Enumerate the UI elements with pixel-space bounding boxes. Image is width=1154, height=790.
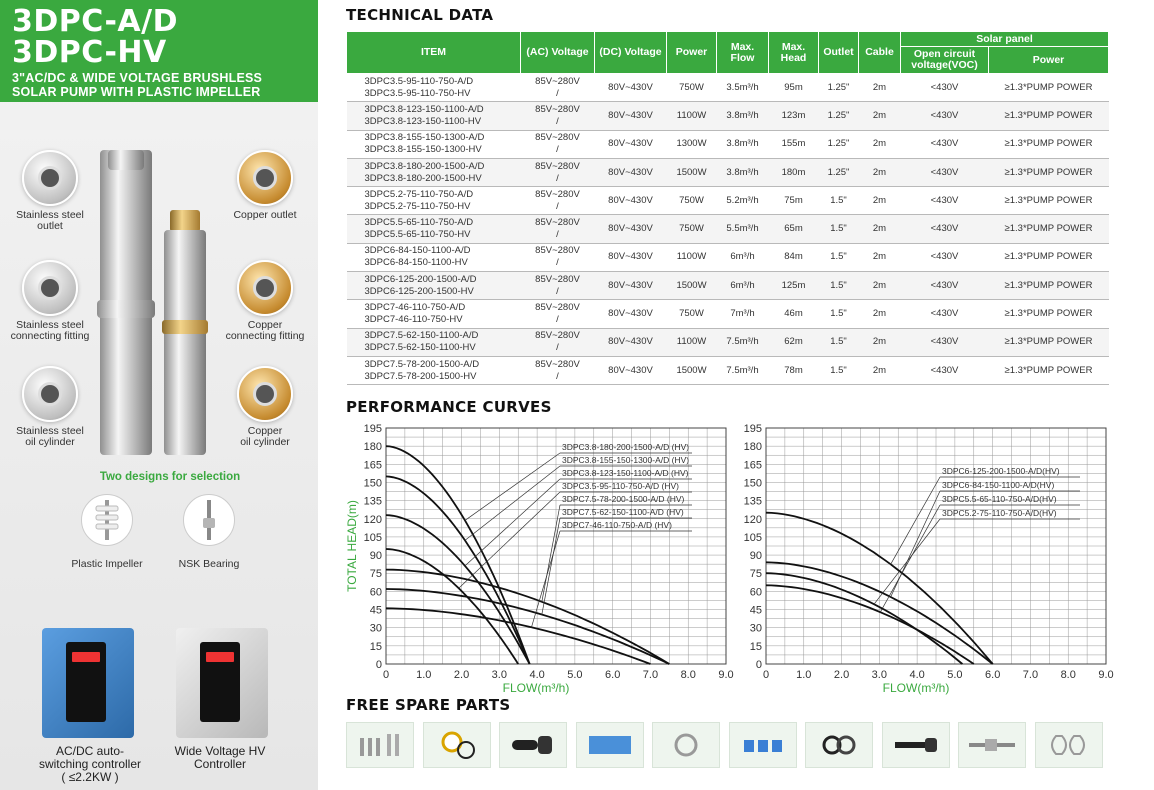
y-tick-label: 135: [743, 495, 762, 508]
cell-item: 3DPC3.8-180-200-1500-A/D 3DPC3.8-180-200-1500-HV: [347, 158, 521, 186]
performance-chart-2: [740, 420, 1120, 700]
y-tick-label: 15: [749, 640, 762, 653]
cell-ac-voltage: 85V~280V /: [521, 328, 595, 356]
y-axis-label: TOTAL HEAD(m): [345, 500, 359, 592]
y-tick-label: 105: [743, 531, 762, 544]
steel-outlet-icon: [22, 150, 78, 206]
cell-max-flow: 7.5m³/h: [717, 356, 769, 384]
cell-max-head: 78m: [769, 356, 819, 384]
table-row: [347, 215, 1109, 243]
cell-power: 1100W: [667, 243, 717, 271]
cell-solar-power: ≥1.3*PUMP POWER: [989, 130, 1109, 158]
cell-cable: 2m: [859, 300, 901, 328]
y-tick-label: 150: [743, 477, 762, 490]
x-tick-label: 6.0: [985, 669, 1001, 681]
table-row: [347, 74, 1109, 102]
tape-icon: [423, 722, 491, 768]
y-tick-label: 0: [375, 659, 382, 671]
series-label: 3DPC3.8-123-150-1100-A/D (HV): [562, 468, 689, 478]
x-tick-label: 8.0: [680, 669, 696, 681]
cell-item: 3DPC5.5-65-110-750-A/D 3DPC5.5-65-110-750-HV: [347, 215, 521, 243]
part-copper-cylinder: Copper oil cylinder: [210, 366, 320, 448]
table-row: [347, 356, 1109, 384]
y-tick-label: 135: [363, 495, 382, 508]
cell-ac-voltage: 85V~280V /: [521, 300, 595, 328]
series-label: 3DPC7-46-110-750-A/D (HV): [562, 520, 672, 530]
cell-max-flow: 3.8m³/h: [717, 130, 769, 158]
series-label: 3DPC3.5-95-110-750-A/D (HV): [562, 481, 679, 491]
controller-hv-label: Wide Voltage HV Controller: [174, 744, 266, 771]
leader-line: [880, 505, 940, 612]
leader-line: [465, 466, 560, 540]
cell-outlet: 1.25": [819, 102, 859, 130]
cell-solar-power: ≥1.3*PUMP POWER: [989, 187, 1109, 215]
col-max-head: Max. Head: [769, 32, 819, 74]
cell-voc: <430V: [901, 215, 989, 243]
cell-voc: <430V: [901, 356, 989, 384]
cell-item: 3DPC6-84-150-1100-A/D 3DPC6-84-150-1100-HV: [347, 243, 521, 271]
design-nsk-bearing: NSK Bearing: [154, 494, 264, 572]
x-axis-label: FLOW(m³/h): [502, 681, 570, 695]
leader-line: [465, 453, 560, 520]
y-tick-label: 75: [369, 568, 382, 581]
series-label: 3DPC5.5-65-110-750-A/D(HV): [942, 494, 1057, 504]
spare-parts-title: FREE SPARE PARTS: [346, 696, 511, 714]
pump-copper-image: [164, 210, 206, 455]
part-steel-cylinder: Stainless steel oil cylinder: [0, 366, 105, 448]
series-label: 3DPC6-84-150-1100-A/D(HV): [942, 480, 1055, 490]
product-subtitle: 3"AC/DC & WIDE VOLTAGE BRUSHLESS SOLAR PUMP WITH PLASTIC IMPELLER: [12, 71, 263, 99]
table-row: [347, 243, 1109, 271]
cell-cable: 2m: [859, 272, 901, 300]
cell-item: 3DPC3.5-95-110-750-A/D 3DPC3.5-95-110-750-HV: [347, 74, 521, 102]
y-tick-label: 90: [369, 550, 382, 563]
cell-dc-voltage: 80V~430V: [595, 102, 667, 130]
col-item: ITEM: [347, 32, 521, 74]
cell-item: 3DPC7-46-110-750-A/D 3DPC7-46-110-750-HV: [347, 300, 521, 328]
cell-voc: <430V: [901, 158, 989, 186]
cell-solar-power: ≥1.3*PUMP POWER: [989, 328, 1109, 356]
cell-solar-power: ≥1.3*PUMP POWER: [989, 102, 1109, 130]
design-plastic-impeller: Plastic Impeller: [52, 494, 162, 572]
y-tick-label: 180: [363, 441, 382, 454]
series-line: [386, 570, 669, 664]
table-row: [347, 102, 1109, 130]
y-tick-label: 30: [749, 622, 762, 635]
cell-dc-voltage: 80V~430V: [595, 356, 667, 384]
cell-power: 750W: [667, 300, 717, 328]
cell-max-flow: 6m³/h: [717, 272, 769, 300]
series-line: [386, 549, 518, 664]
y-tick-label: 75: [749, 568, 762, 581]
x-tick-label: 9.0: [1098, 669, 1114, 681]
x-tick-label: 2.0: [453, 669, 470, 681]
cell-solar-power: ≥1.3*PUMP POWER: [989, 272, 1109, 300]
series-label: 3DPC6-125-200-1500-A/D(HV): [942, 466, 1060, 476]
leader-line: [459, 492, 560, 588]
col-max-flow: Max. Flow: [717, 32, 769, 74]
x-tick-label: 0: [762, 669, 770, 681]
cell-item: 3DPC7.5-78-200-1500-A/D 3DPC7.5-78-200-1500-HV: [347, 356, 521, 384]
cell-dc-voltage: 80V~430V: [595, 215, 667, 243]
part-copper-fitting: Copper connecting fitting: [210, 260, 320, 342]
cell-outlet: 1.5": [819, 243, 859, 271]
cell-outlet: 1.5": [819, 328, 859, 356]
tech-data-table: [346, 31, 1109, 385]
cell-max-head: 46m: [769, 300, 819, 328]
cell-max-flow: 5.5m³/h: [717, 215, 769, 243]
y-tick-label: 45: [369, 604, 382, 617]
y-tick-label: 105: [363, 531, 382, 544]
table-row: [347, 187, 1109, 215]
connector-icon: [729, 722, 797, 768]
part-steel-outlet: Stainless steel outlet: [0, 150, 105, 232]
cable-sleeve-icon: [499, 722, 567, 768]
y-tick-label: 15: [369, 640, 382, 653]
series-label: 3DPC5.2-75-110-750-A/D(HV): [942, 508, 1057, 518]
y-tick-label: 60: [369, 586, 382, 599]
cell-power: 1300W: [667, 130, 717, 158]
cell-solar-power: ≥1.3*PUMP POWER: [989, 158, 1109, 186]
col-outlet: Outlet: [819, 32, 859, 74]
cell-ac-voltage: 85V~280V /: [521, 356, 595, 384]
table-row: [347, 272, 1109, 300]
x-tick-label: 3.0: [871, 669, 887, 681]
cell-max-head: 155m: [769, 130, 819, 158]
ring-icon: [805, 722, 873, 768]
cell-solar-power: ≥1.3*PUMP POWER: [989, 300, 1109, 328]
cell-voc: <430V: [901, 74, 989, 102]
cell-power: 1500W: [667, 158, 717, 186]
cell-max-head: 75m: [769, 187, 819, 215]
cell-voc: <430V: [901, 102, 989, 130]
cell-item: 3DPC5.2-75-110-750-A/D 3DPC5.2-75-110-750-HV: [347, 187, 521, 215]
series-label: 3DPC3.8-155-150-1300-A/D (HV): [562, 455, 690, 465]
cell-voc: <430V: [901, 187, 989, 215]
cell-cable: 2m: [859, 74, 901, 102]
cell-solar-power: ≥1.3*PUMP POWER: [989, 215, 1109, 243]
cell-max-flow: 7m³/h: [717, 300, 769, 328]
cell-max-head: 84m: [769, 243, 819, 271]
cell-outlet: 1.5": [819, 215, 859, 243]
cell-dc-voltage: 80V~430V: [595, 158, 667, 186]
cell-dc-voltage: 80V~430V: [595, 328, 667, 356]
product-panel: [0, 0, 318, 790]
performance-chart-1: [340, 420, 740, 700]
cell-max-flow: 3.8m³/h: [717, 102, 769, 130]
cell-dc-voltage: 80V~430V: [595, 130, 667, 158]
cell-ac-voltage: 85V~280V /: [521, 102, 595, 130]
cell-dc-voltage: 80V~430V: [595, 74, 667, 102]
cell-item: 3DPC6-125-200-1500-A/D 3DPC6-125-200-1500-HV: [347, 272, 521, 300]
plug-icon: [882, 722, 950, 768]
cell-outlet: 1.5": [819, 300, 859, 328]
sheet-icon: [576, 722, 644, 768]
cell-cable: 2m: [859, 130, 901, 158]
y-tick-label: 0: [755, 659, 762, 671]
cell-ac-voltage: 85V~280V /: [521, 158, 595, 186]
leader-line: [465, 479, 560, 566]
cell-cable: 2m: [859, 328, 901, 356]
table-row: [347, 130, 1109, 158]
col-solar-panel: Solar panel: [901, 32, 1109, 47]
y-tick-label: 45: [749, 604, 762, 617]
x-tick-label: 7.0: [1022, 669, 1039, 681]
x-tick-label: 4.0: [529, 669, 545, 681]
leader-line: [542, 505, 560, 602]
cell-ac-voltage: 85V~280V /: [521, 130, 595, 158]
model-title-hv: 3DPC-HV: [12, 35, 167, 70]
col-ac-voltage: (AC) Voltage: [521, 32, 595, 74]
cell-voc: <430V: [901, 243, 989, 271]
y-tick-label: 30: [369, 622, 382, 635]
cell-solar-power: ≥1.3*PUMP POWER: [989, 356, 1109, 384]
y-tick-label: 195: [363, 423, 382, 435]
designs-title: Two designs for selection: [99, 471, 241, 483]
y-tick-label: 195: [743, 423, 762, 435]
y-tick-label: 90: [749, 550, 762, 563]
series-label: 3DPC7.5-62-150-1100-A/D (HV): [562, 507, 684, 517]
leader-line: [542, 518, 560, 615]
cell-item: 3DPC7.5-62-150-1100-A/D 3DPC7.5-62-150-1100-HV: [347, 328, 521, 356]
hook-icon: [1035, 722, 1103, 768]
cell-item: 3DPC3.8-123-150-1100-A/D 3DPC3.8-123-150-1100-HV: [347, 102, 521, 130]
table-row: [347, 300, 1109, 328]
x-tick-label: 9.0: [718, 669, 734, 681]
cell-dc-voltage: 80V~430V: [595, 187, 667, 215]
x-tick-label: 6.0: [605, 669, 621, 681]
copper-cylinder-icon: [237, 366, 293, 422]
cell-voc: <430V: [901, 328, 989, 356]
series-line: [766, 585, 974, 664]
cell-ac-voltage: 85V~280V /: [521, 74, 595, 102]
col-voc: Open circuit voltage(VOC): [901, 47, 989, 74]
cell-power: 1500W: [667, 356, 717, 384]
impeller-icon: [81, 494, 133, 546]
steel-fitting-icon: [22, 260, 78, 316]
part-steel-fitting: Stainless steel connecting fitting: [0, 260, 105, 342]
copper-fitting-icon: [237, 260, 293, 316]
cell-dc-voltage: 80V~430V: [595, 300, 667, 328]
x-tick-label: 3.0: [491, 669, 507, 681]
shaft-icon: [958, 722, 1026, 768]
pump-steel-image: [100, 150, 152, 455]
cell-dc-voltage: 80V~430V: [595, 243, 667, 271]
cell-max-head: 95m: [769, 74, 819, 102]
col-cable: Cable: [859, 32, 901, 74]
cell-ac-voltage: 85V~280V /: [521, 187, 595, 215]
cell-power: 1500W: [667, 272, 717, 300]
cell-max-head: 125m: [769, 272, 819, 300]
part-copper-outlet: Copper outlet: [210, 150, 320, 221]
y-tick-label: 60: [749, 586, 762, 599]
y-tick-label: 180: [743, 441, 762, 454]
cell-power: 750W: [667, 187, 717, 215]
cell-cable: 2m: [859, 102, 901, 130]
x-tick-label: 5.0: [567, 669, 583, 681]
cell-power: 1100W: [667, 102, 717, 130]
table-row: [347, 328, 1109, 356]
cell-cable: 2m: [859, 215, 901, 243]
title-banner: [0, 0, 318, 102]
cell-power: 750W: [667, 74, 717, 102]
cell-max-flow: 7.5m³/h: [717, 328, 769, 356]
cell-cable: 2m: [859, 243, 901, 271]
cell-solar-power: ≥1.3*PUMP POWER: [989, 243, 1109, 271]
cell-outlet: 1.5": [819, 272, 859, 300]
performance-title: PERFORMANCE CURVES: [346, 398, 552, 416]
cell-max-flow: 3.5m³/h: [717, 74, 769, 102]
chart-grid: [766, 428, 1106, 664]
controller-acdc-label: AC/DC auto- switching controller ( ≤2.2KW ): [38, 744, 142, 784]
series-label: 3DPC3.8-180-200-1500-A/D (HV): [562, 442, 690, 452]
cell-ac-voltage: 85V~280V /: [521, 243, 595, 271]
x-tick-label: 5.0: [947, 669, 963, 681]
cell-max-flow: 6m³/h: [717, 243, 769, 271]
cell-cable: 2m: [859, 356, 901, 384]
copper-outlet-icon: [237, 150, 293, 206]
x-tick-label: 1.0: [796, 669, 812, 681]
cell-voc: <430V: [901, 130, 989, 158]
bearing-icon: [183, 494, 235, 546]
x-axis-label: FLOW(m³/h): [882, 681, 950, 695]
table-row: [347, 158, 1109, 186]
screws-icon: [346, 722, 414, 768]
cell-power: 1100W: [667, 328, 717, 356]
cell-max-head: 180m: [769, 158, 819, 186]
x-tick-label: 2.0: [833, 669, 850, 681]
cell-max-head: 65m: [769, 215, 819, 243]
cell-item: 3DPC3.8-155-150-1300-A/D 3DPC3.8-155-150-1300-HV: [347, 130, 521, 158]
cell-cable: 2m: [859, 158, 901, 186]
y-tick-label: 165: [743, 459, 762, 472]
x-tick-label: 0: [382, 669, 390, 681]
cell-max-flow: 5.2m³/h: [717, 187, 769, 215]
cell-outlet: 1.25": [819, 130, 859, 158]
x-tick-label: 8.0: [1060, 669, 1076, 681]
col-power: Power: [667, 32, 717, 74]
y-tick-label: 150: [363, 477, 382, 490]
x-tick-label: 1.0: [416, 669, 432, 681]
controller-acdc-image: [42, 628, 134, 738]
model-title-ad: 3DPC-A/D: [12, 4, 178, 39]
leader-line: [531, 531, 560, 627]
cell-solar-power: ≥1.3*PUMP POWER: [989, 74, 1109, 102]
cell-outlet: 1.5": [819, 187, 859, 215]
y-tick-label: 165: [363, 459, 382, 472]
col-solar-power: Power: [989, 47, 1109, 74]
cell-voc: <430V: [901, 272, 989, 300]
cell-voc: <430V: [901, 300, 989, 328]
x-tick-label: 4.0: [909, 669, 925, 681]
cell-outlet: 1.25": [819, 74, 859, 102]
y-tick-label: 120: [363, 513, 382, 526]
cell-max-head: 123m: [769, 102, 819, 130]
col-dc-voltage: (DC) Voltage: [595, 32, 667, 74]
series-label: 3DPC7.5-78-200-1500-A/D (HV): [562, 494, 685, 504]
cell-cable: 2m: [859, 187, 901, 215]
clamp-icon: [652, 722, 720, 768]
cell-outlet: 1.5": [819, 356, 859, 384]
x-tick-label: 7.0: [642, 669, 659, 681]
cell-ac-voltage: 85V~280V /: [521, 215, 595, 243]
cell-outlet: 1.25": [819, 158, 859, 186]
cell-max-head: 62m: [769, 328, 819, 356]
controller-hv-image: [176, 628, 268, 738]
cell-ac-voltage: 85V~280V /: [521, 272, 595, 300]
y-tick-label: 120: [743, 513, 762, 526]
cell-max-flow: 3.8m³/h: [717, 158, 769, 186]
tech-data-title: TECHNICAL DATA: [346, 6, 494, 24]
steel-cylinder-icon: [22, 366, 78, 422]
cell-power: 750W: [667, 215, 717, 243]
cell-dc-voltage: 80V~430V: [595, 272, 667, 300]
